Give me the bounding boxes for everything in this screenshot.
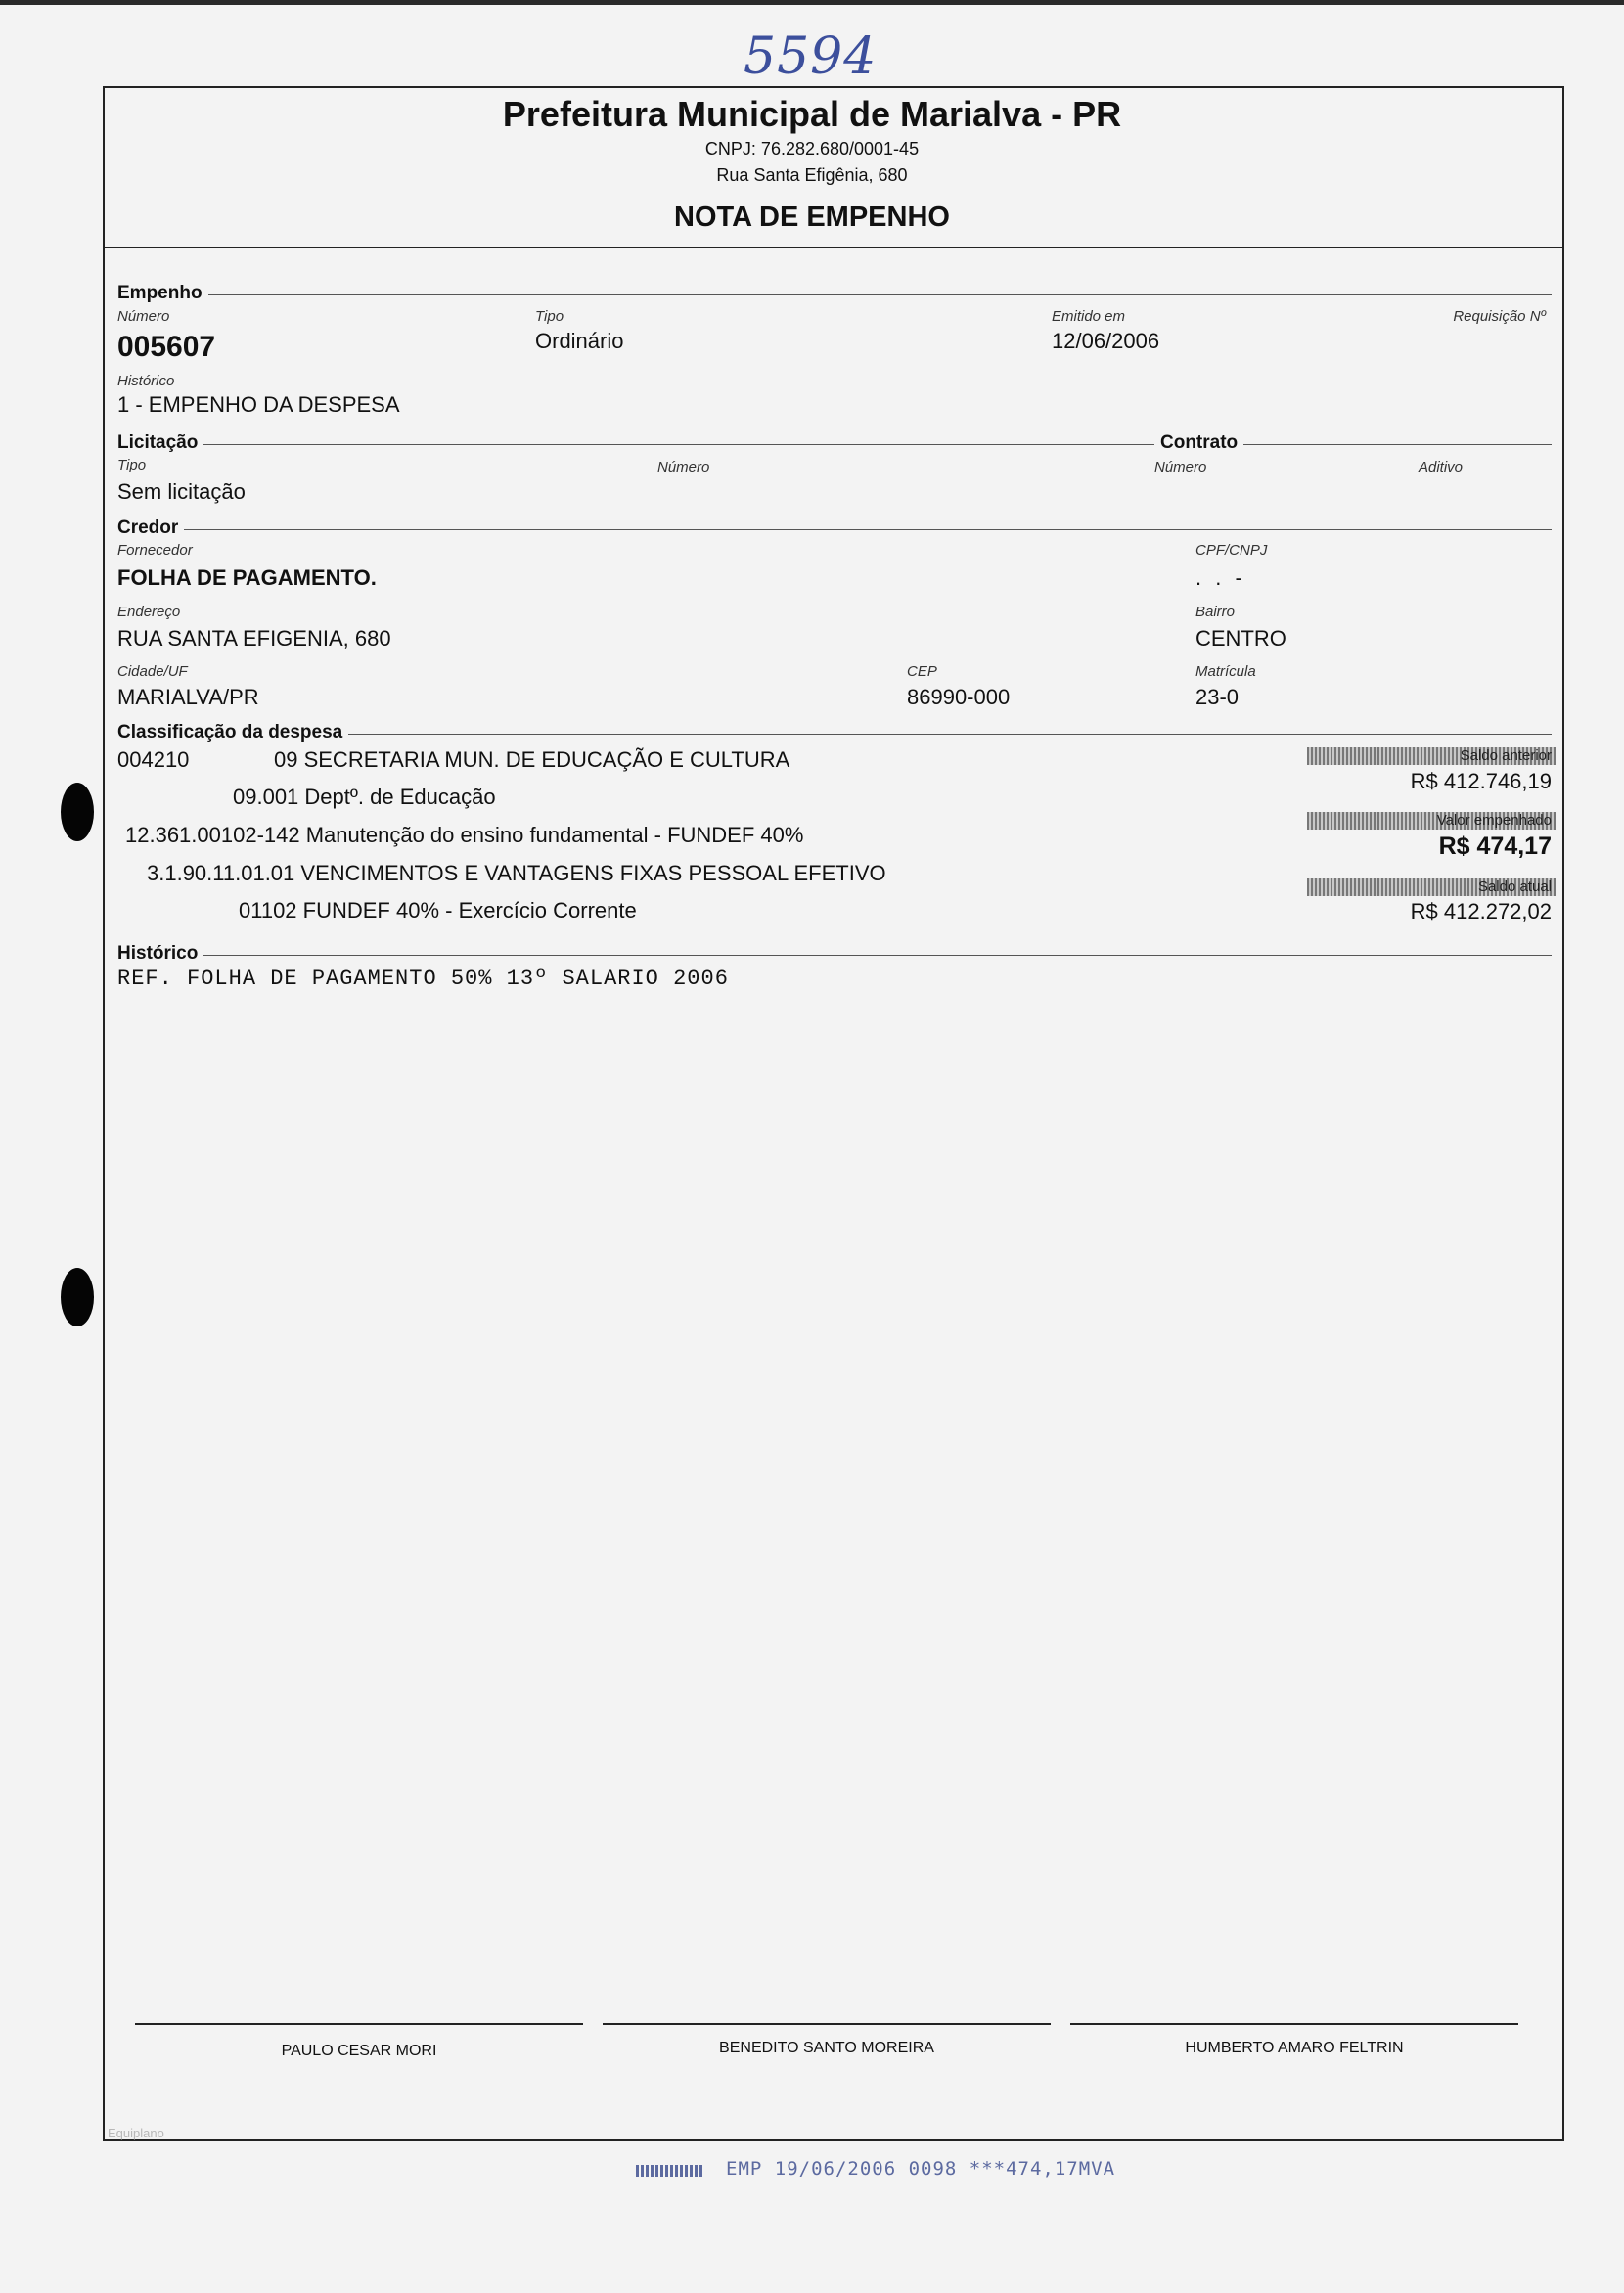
tipo-label: Tipo (535, 308, 564, 325)
valor-empenhado: R$ 474,17 (1438, 832, 1552, 860)
bank-stamp: EMP 19/06/2006 0098 ***474,17MVA (726, 2158, 1116, 2180)
classificacao-unidade: 09.001 Deptº. de Educação (233, 785, 496, 809)
signature-name: BENEDITO SANTO MOREIRA (719, 2040, 934, 2056)
software-credit: Equiplano (108, 2126, 164, 2140)
section-rule (117, 955, 1552, 956)
endereco-label: Endereço (117, 604, 181, 620)
signature-name: HUMBERTO AMARO FELTRIN (1185, 2040, 1404, 2056)
cep: 86990-000 (907, 685, 1011, 709)
historico-label: Histórico (117, 373, 175, 389)
signature-name: PAULO CESAR MORI (281, 2043, 437, 2059)
matricula-label: Matrícula (1195, 663, 1256, 680)
classificacao-fonte: 01102 FUNDEF 40% - Exercício Corrente (239, 898, 637, 922)
empenho-historico: 1 - EMPENHO DA DESPESA (117, 392, 400, 417)
main-box (103, 248, 1564, 2141)
saldo-anterior-label: Saldo anterior (1307, 747, 1556, 765)
section-historico: Histórico (117, 943, 203, 965)
bank-stamp-logo (636, 2165, 704, 2177)
signature-line (1070, 2023, 1518, 2025)
contrato-numero-label: Número (1154, 459, 1207, 475)
cidade-label: Cidade/UF (117, 663, 188, 680)
signature-line (135, 2023, 583, 2025)
bairro: CENTRO (1195, 626, 1286, 651)
scan-top-edge (0, 0, 1624, 5)
cpf: . . - (1195, 565, 1246, 590)
saldo-atual-label: Saldo atual (1307, 878, 1556, 896)
classificacao-code: 004210 (117, 747, 190, 772)
classificacao-orgao: 09 SECRETARIA MUN. DE EDUCAÇÃO E CULTURA (274, 747, 790, 772)
classificacao-funcional: 12.361.00102-142 Manutenção do ensino fundamental - FUNDEF 40% (125, 823, 804, 847)
licitacao-numero-label: Número (657, 459, 710, 475)
licitacao-tipo-label: Tipo (117, 457, 147, 473)
emitido-date: 12/06/2006 (1052, 329, 1160, 353)
bairro-label: Bairro (1195, 604, 1236, 620)
signature-line (603, 2023, 1051, 2025)
section-empenho: Empenho (117, 283, 208, 304)
municipality-title: Prefeitura Municipal de Marialva - PR (502, 94, 1122, 134)
contrato-aditivo-label: Aditivo (1419, 459, 1464, 475)
licitacao-tipo: Sem licitação (117, 479, 246, 504)
section-classificacao: Classificação da despesa (117, 722, 348, 743)
address: Rua Santa Efigênia, 680 (716, 165, 908, 185)
punch-hole (61, 1268, 94, 1326)
classificacao-elemento: 3.1.90.11.01.01 VENCIMENTOS E VANTAGENS FIXAS PESSOAL EFETIVO (147, 861, 886, 885)
fornecedor-label: Fornecedor (117, 542, 193, 559)
section-credor: Credor (117, 517, 184, 539)
empenho-tipo: Ordinário (535, 329, 624, 353)
cidade: MARIALVA/PR (117, 685, 259, 709)
cep-label: CEP (907, 663, 937, 680)
historico-text: REF. FOLHA DE PAGAMENTO 50% 13º SALARIO 2006 (117, 967, 729, 991)
endereco: RUA SANTA EFIGENIA, 680 (117, 626, 391, 651)
document-title: NOTA DE EMPENHO (674, 202, 950, 233)
section-rule (117, 294, 1552, 295)
punch-hole (61, 783, 94, 841)
fornecedor: FOLHA DE PAGAMENTO. (117, 565, 377, 590)
section-rule (117, 444, 1552, 445)
cpf-label: CPF/CNPJ (1195, 542, 1268, 559)
saldo-atual: R$ 412.272,02 (1410, 899, 1552, 923)
section-contrato: Contrato (1154, 432, 1243, 454)
section-rule (117, 529, 1552, 530)
cnpj: CNPJ: 76.282.680/0001-45 (704, 139, 920, 158)
numero-label: Número (117, 308, 170, 325)
valor-empenhado-label: Valor empenhado (1307, 812, 1556, 830)
requisicao-label: Requisição Nº (1453, 308, 1546, 325)
section-licitacao: Licitação (117, 432, 203, 454)
empenho-number: 005607 (117, 331, 216, 363)
handwritten-number: 5594 (744, 27, 878, 86)
emitido-label: Emitido em (1052, 308, 1126, 325)
saldo-anterior: R$ 412.746,19 (1410, 769, 1552, 793)
matricula: 23-0 (1195, 685, 1240, 709)
